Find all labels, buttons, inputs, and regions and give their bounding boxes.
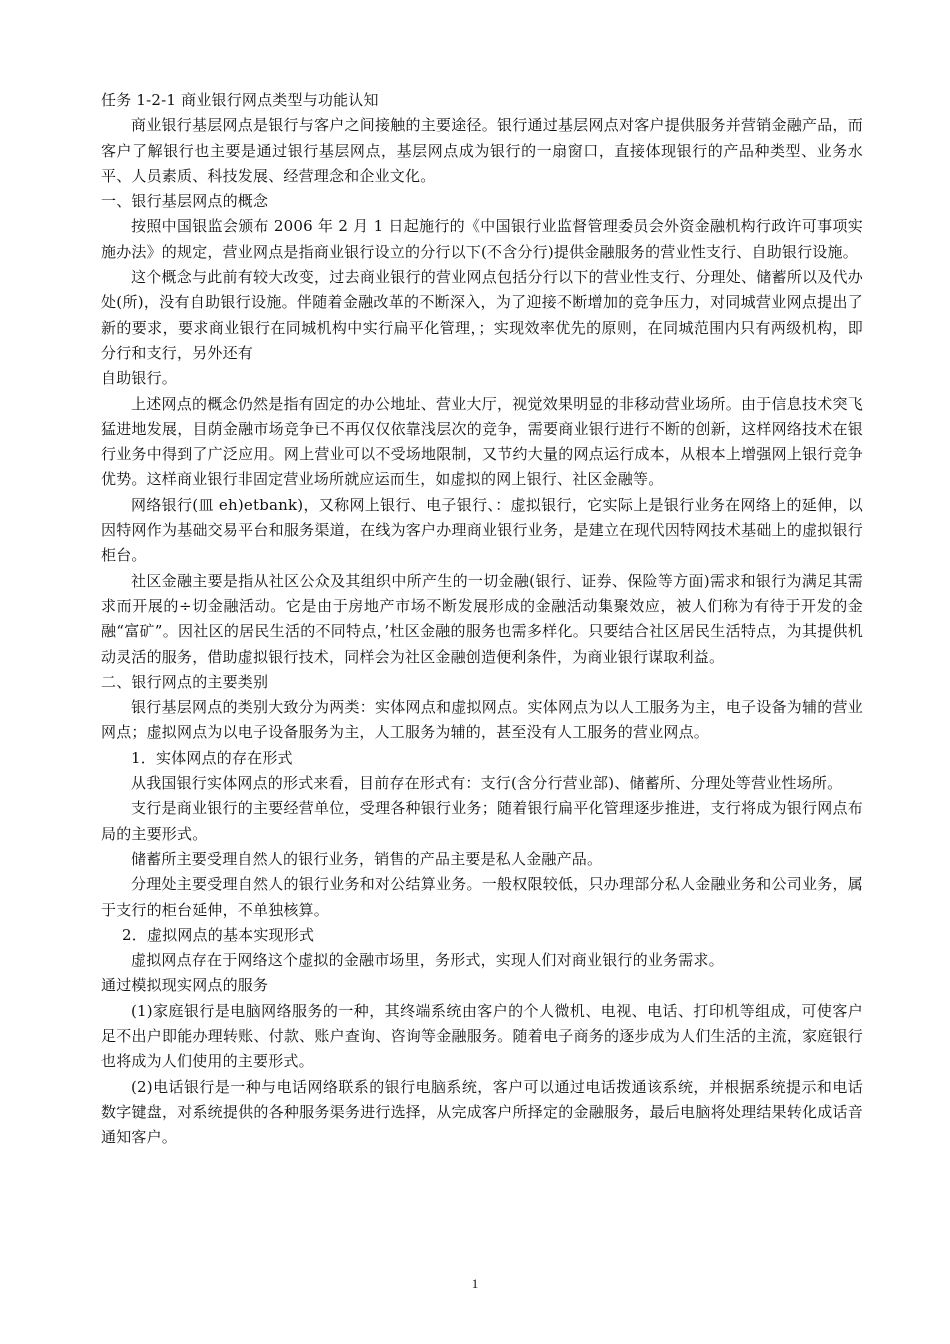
section-2-paragraph-3: 支行是商业银行的主要经营单位，受理各种银行业务；随着银行扁平化管理逐步推进，支行将成为银行网点布局的主要形式。 xyxy=(101,799,863,843)
section-1-paragraph-5: 社区金融主要是指从社区公众及其组织中所产生的一切金融(银行、证券、保险等方面)需求和银行为满足其需求而开展的÷切金融活动。它是由于房地产市场不断发展形成的金融活动集聚效应，被人们称为有待于开发的金融“富矿”。因社区的居民生活的不同特点，’杜区金融的服务也需多样化。只要结合社区居民生活特点，为其提供机动灵活的服务，借助虚拟银行技术，同样会为社区金融创造便利条件，为商业银行谋取利益。 xyxy=(101,571,863,666)
section-2-paragraph-6: 虚拟网点存在于网络这个虚拟的金融市场里，务形式，实现人们对商业银行的业务需求。 xyxy=(131,951,724,970)
section-2-paragraph-1: 银行基层网点的类别大致分为两类：实体网点和虚拟网点。实体网点为以人工服务为主，电子设备为辅的营业网点；虚拟网点为以电子设备服务为主，人工服务为辅的，甚至没有人工服务的营业网点。 xyxy=(101,698,863,742)
section-2-heading: 二、银行网点的主要类别 xyxy=(101,672,269,691)
section-1-heading: 一、银行基层网点的概念 xyxy=(101,192,269,211)
intro-paragraph: 商业银行基层网点是银行与客户之间接触的主要途径。银行通过基层网点对客户提供服务并营销金融产品，而客户了解银行也主要是通过银行基层网点，基层网点成为银行的一扇窗口，直接体现银行的产品种类型、业务水平、人员素质、科技发展、经营理念和企业文化。 xyxy=(101,116,863,185)
section-1-paragraph-2-continued: 自助银行。 xyxy=(101,369,178,388)
section-2-paragraph-9: (2)电话银行是一种与电话网络联系的银行电脑系统，客户可以通过电话拨通该系统，并根据系统提示和电话数字键盘，对系统提供的各种服务渠务进行选择，从完成客户所择定的金融服务，最后电脑将处理结果转化成话音通知客户。 xyxy=(101,1077,863,1147)
subsection-2-heading: 2．虚拟网点的基本实现形式 xyxy=(122,925,315,944)
section-1-paragraph-2: 这个概念与此前有较大改变，过去商业银行的营业网点包括分行以下的营业性支行、分理处、储蓄所以及代办处(所)，没有自助银行设施。伴随着金融改革的不断深入，为了迎接不断增加的竞争压力，对同城营业网点提出了新的要求，要求商业银行在同城机构中实行扁平化管理，；实现效率优先的原则，在同城范围内只有两级机构，即分行和支行，另外还有 xyxy=(101,268,863,362)
document-body xyxy=(101,88,863,1150)
section-1-paragraph-4: 网络银行(皿 eh)etbank)，又称网上银行、电子银行、：虚拟银行，它实际上是银行业务在网络上的延伸，以因特网作为基础交易平台和服务渠道，在线为客户办理商业银行业务，是建立在现代因特网技术基础上的虚拟银行柜台。 xyxy=(101,495,863,565)
task-title: 任务 1-2-1 商业银行网点类型与功能认知 xyxy=(101,91,379,109)
section-2-paragraph-4: 储蓄所主要受理自然人的银行业务，销售的产品主要是私人金融产品。 xyxy=(131,849,603,868)
section-2-paragraph-8: (1)家庭银行是电脑网络服务的一种，其终端系统由客户的个人微机、电视、电话、打印机等组成，可使客户足不出户即能办理转账、付款、账户查询、咨询等金融服务。随着电子商务的逐步成为人们生活的主流，家庭银行也将成为人们使用的主要形式。 xyxy=(101,1001,863,1071)
section-1-paragraph-1: 按照中国银监会颁布 2006 年 2 月 1 日起施行的《中国银行业监督管理委员会外资金融机构行政许可事项实施办法》的规定，营业网点是指商业银行设立的分行以下(不含分行)提供金融服务的营业性支行、自助银行设施。 xyxy=(101,217,863,261)
subsection-1-heading: 1．实体网点的存在形式 xyxy=(131,748,293,767)
section-1-paragraph-3: 上述网点的概念仍然是指有固定的办公地址、营业大厅，视觉效果明显的非移动营业场所。由于信息技术突飞猛进地发展，目荫金融市场竞争已不再仅仅依靠浅层次的竞争，需要商业银行进行不断的创新，这样网络技术在银行业务中得到了广泛应用。网上营业可以不受场地限制，又节约大量的网点运行成本，从根本上增强网上银行竞争优势。这样商业银行非固定营业场所就应运而生，如虚拟的网上银行、社区金融等。 xyxy=(101,394,863,489)
section-2-paragraph-7: 通过模拟现实网点的服务 xyxy=(101,976,269,995)
page-number: 1 xyxy=(471,1276,479,1291)
section-2-paragraph-2: 从我国银行实体网点的形式来看，目前存在形式有：支行(含分行营业部)、储蓄所、分理处等营业性场所。 xyxy=(131,774,843,793)
section-2-paragraph-5: 分理处主要受理自然人的银行业务和对公结算业务。一般权限较低，只办理部分私人金融业务和公司业务，属于支行的柜台延伸，不单独核算。 xyxy=(101,875,863,919)
